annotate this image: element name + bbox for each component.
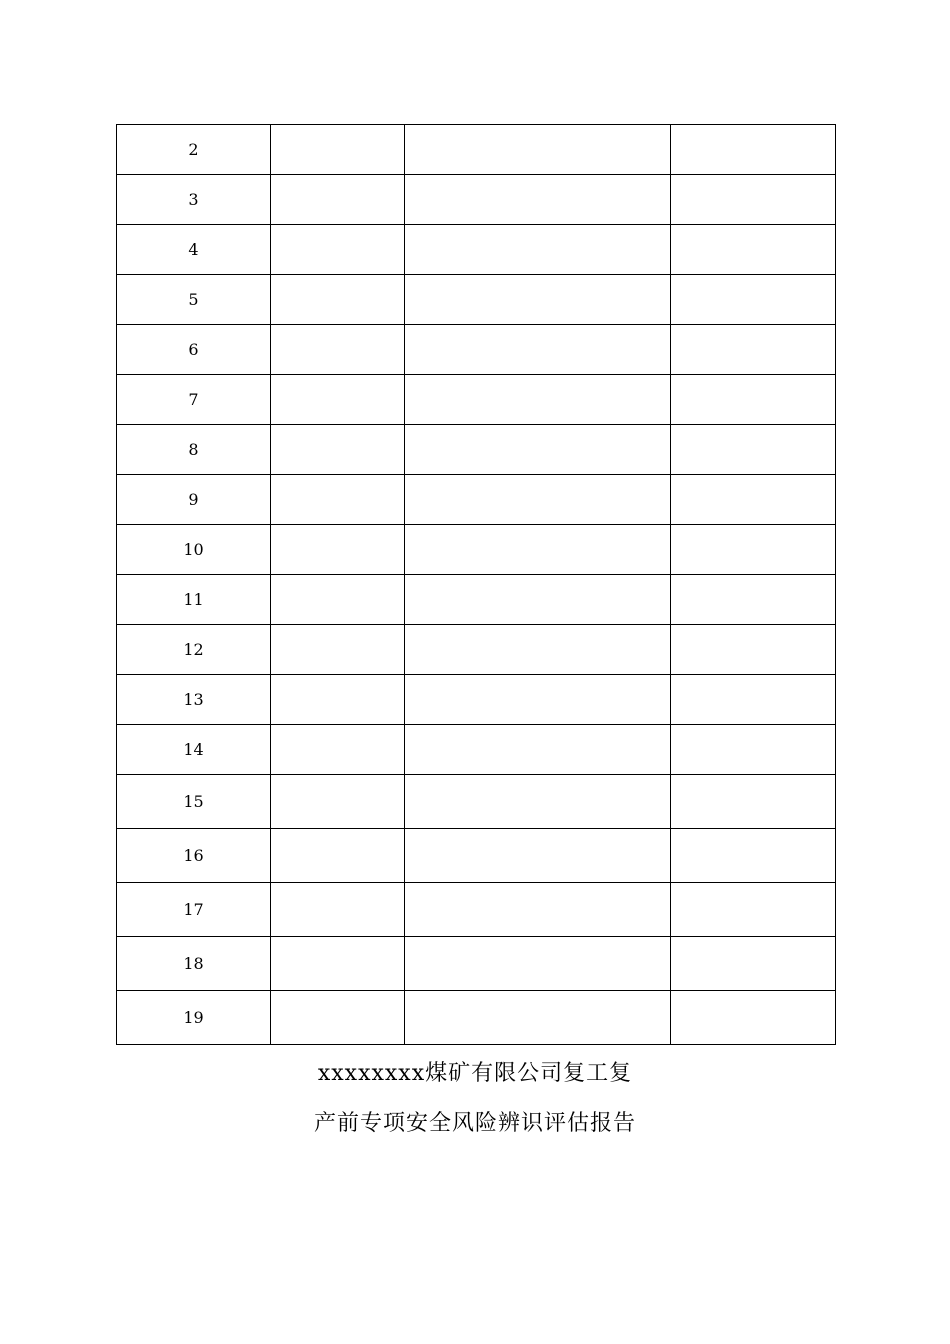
table-cell: [671, 225, 836, 275]
table-cell: [271, 937, 405, 991]
table-cell: [405, 675, 671, 725]
table-row: [117, 675, 836, 725]
table-cell: [405, 275, 671, 325]
table-cell: [671, 775, 836, 829]
table-cell: [671, 425, 836, 475]
table-cell: [405, 625, 671, 675]
table-row: [117, 725, 836, 775]
table-cell: [405, 883, 671, 937]
row-number-cell: 18: [117, 937, 271, 991]
report-title-line-1: xxxxxxxx煤矿有限公司复工复: [317, 1061, 633, 1086]
table-cell: [405, 829, 671, 883]
table-cell: [271, 625, 405, 675]
table-cell: [405, 125, 671, 175]
table-cell: [671, 125, 836, 175]
row-number-cell: 13: [117, 675, 271, 725]
table-cell: [671, 829, 836, 883]
row-number-cell: 4: [117, 225, 271, 275]
table-cell: [405, 575, 671, 625]
table-row: [117, 883, 836, 937]
table-cell: [405, 375, 671, 425]
table-cell: [405, 725, 671, 775]
table-row: [117, 375, 836, 425]
table-cell: [405, 175, 671, 225]
table-row: [117, 575, 836, 625]
table-cell: [271, 275, 405, 325]
table-cell: [271, 525, 405, 575]
row-number-cell: 9: [117, 475, 271, 525]
row-number-cell: 15: [117, 775, 271, 829]
table-cell: [671, 625, 836, 675]
row-number-cell: 6: [117, 325, 271, 375]
table-cell: [671, 675, 836, 725]
table-row: [117, 175, 836, 225]
table-cell: [271, 775, 405, 829]
table-cell: [271, 475, 405, 525]
table-row: [117, 425, 836, 475]
row-number-cell: 11: [117, 575, 271, 625]
row-number-cell: 7: [117, 375, 271, 425]
table-cell: [271, 829, 405, 883]
table-cell: [405, 775, 671, 829]
table-row: [117, 775, 836, 829]
table-cell: [271, 325, 405, 375]
table-cell: [671, 325, 836, 375]
table-row: [117, 937, 836, 991]
table-row: [117, 829, 836, 883]
table-row: [117, 325, 836, 375]
table-cell: [271, 575, 405, 625]
table-row: [117, 625, 836, 675]
table-cell: [671, 725, 836, 775]
row-number-cell: 17: [117, 883, 271, 937]
table-cell: [271, 425, 405, 475]
table-row: [117, 525, 836, 575]
table-row: [117, 125, 836, 175]
table-cell: [271, 675, 405, 725]
register-table-body: [117, 125, 836, 1045]
row-number-cell: 2: [117, 125, 271, 175]
table-cell: [671, 475, 836, 525]
table-cell: [671, 937, 836, 991]
register-table: [116, 124, 836, 1045]
table-cell: [405, 937, 671, 991]
table-cell: [271, 883, 405, 937]
report-title-line-2: 产前专项安全风险辨识评估报告: [313, 1111, 636, 1136]
row-number-cell: 3: [117, 175, 271, 225]
table-row: [117, 991, 836, 1045]
table-cell: [271, 725, 405, 775]
table-cell: [405, 425, 671, 475]
table-cell: [405, 475, 671, 525]
table-cell: [405, 991, 671, 1045]
row-number-cell: 16: [117, 829, 271, 883]
table-cell: [671, 175, 836, 225]
table-cell: [405, 525, 671, 575]
row-number-cell: 5: [117, 275, 271, 325]
row-number-cell: 12: [117, 625, 271, 675]
table-cell: [671, 525, 836, 575]
table-row: [117, 225, 836, 275]
table-cell: [671, 991, 836, 1045]
row-number-cell: 14: [117, 725, 271, 775]
table-cell: [405, 325, 671, 375]
row-number-cell: 10: [117, 525, 271, 575]
table-cell: [671, 575, 836, 625]
table-cell: [671, 883, 836, 937]
table-cell: [671, 275, 836, 325]
table-cell: [671, 375, 836, 425]
table-cell: [271, 991, 405, 1045]
table-row: [117, 275, 836, 325]
table-row: [117, 475, 836, 525]
table-cell: [271, 175, 405, 225]
row-number-cell: 19: [117, 991, 271, 1045]
table-cell: [405, 225, 671, 275]
table-cell: [271, 125, 405, 175]
row-number-cell: 8: [117, 425, 271, 475]
table-cell: [271, 375, 405, 425]
table-cell: [271, 225, 405, 275]
